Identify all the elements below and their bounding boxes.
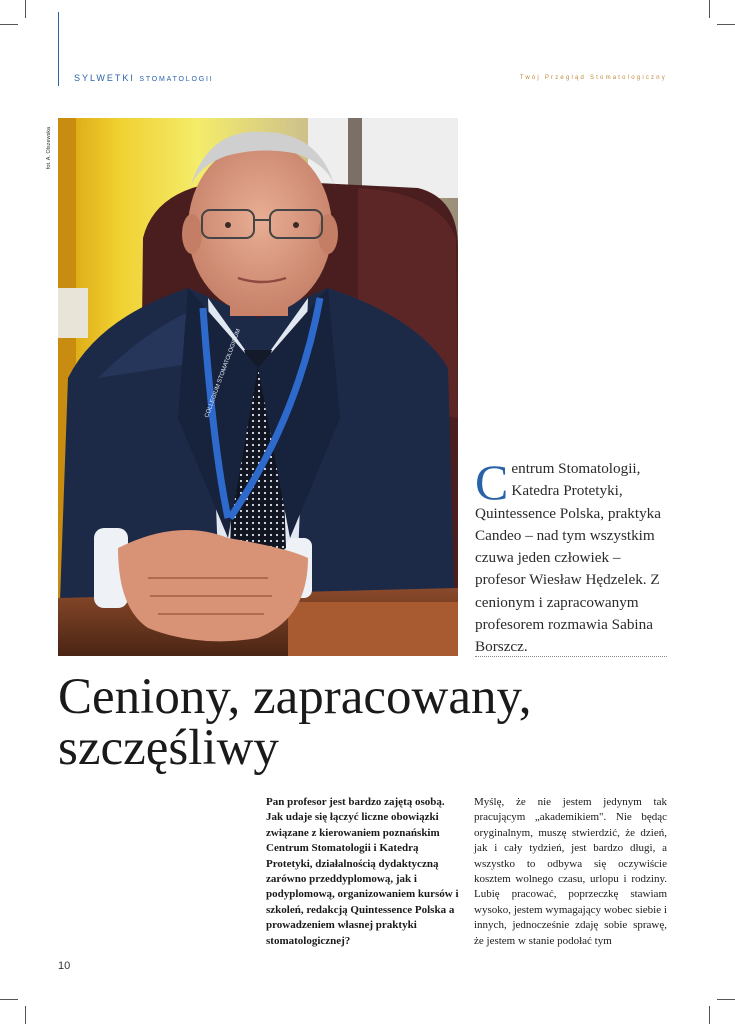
crop-mark <box>717 999 735 1000</box>
crop-mark <box>717 24 735 25</box>
magazine-name: Twój Przegląd Stomatologiczny <box>519 75 667 81</box>
drop-cap: C <box>475 454 509 510</box>
lead-text: entrum Stomatologii, Katedra Protetyki, Quintessence Polska, praktyka Candeo – nad tym wszystkim czuwa jeden człowiek – profesor Wiesław Hędzelek. Z cenionym i zapracowanym profesorem rozmawia Sabina Borszcz. <box>475 460 662 656</box>
portrait-photo <box>58 118 458 656</box>
article-headline <box>58 669 698 776</box>
interview-question: Pan profesor jest bardzo zajętą osobą. Jak udaje się łączyć liczne obowiązki związane z kierowaniem poznańskim Centrum Stomatologii i Katedrą Protetyki, działalnością dydaktyczną zarówno przeddyplomową, jak i podyplomową, organizowaniem kursów i szkoleń, redakcją Quintessence Polska a prowadzeniem własnej praktyki stomatologicznej? <box>266 796 459 947</box>
crop-mark <box>0 24 18 25</box>
lead-paragraph <box>475 454 667 659</box>
section-sub-label: STOMATOLOGII <box>139 76 214 83</box>
crop-mark <box>709 1006 710 1024</box>
lead-divider <box>475 656 667 657</box>
crop-mark <box>709 0 710 18</box>
photo-credit-text: fot. A. Olszewska <box>46 126 52 170</box>
crop-mark <box>25 1006 26 1024</box>
interview-answer: Myślę, że nie jestem jedynym tak pracującym „akademikiem". Nie będąc oryginalnym, muszę stwierdzić, że dzień, jak i cały tydzień, jest bardzo długi, a wszystko to odbywa się oczywiście kosztem wolnego czasu, urlopu i rodziny. Lubię pracować, poprzeczkę stawiam wysoko, jestem wymagający wobec siebie i innych, jednocześnie zdaję sobie sprawę, że jestem w stanie podołać tym <box>474 796 667 947</box>
lanyard-text: COLLEGIUM STOMATOLOGICUM <box>204 328 243 419</box>
photo-credit <box>44 118 54 178</box>
page-number: 10 <box>58 960 71 972</box>
crop-mark <box>25 0 26 18</box>
section-title <box>74 73 213 83</box>
section-main-label: SYLWETKI <box>74 73 135 83</box>
header-rule <box>58 12 59 86</box>
lanyard-print <box>58 118 458 656</box>
headline-line-2: szczęśliwy <box>58 720 279 776</box>
headline-line-1: Ceniony, zapracowany, <box>58 669 532 725</box>
crop-mark <box>0 999 18 1000</box>
